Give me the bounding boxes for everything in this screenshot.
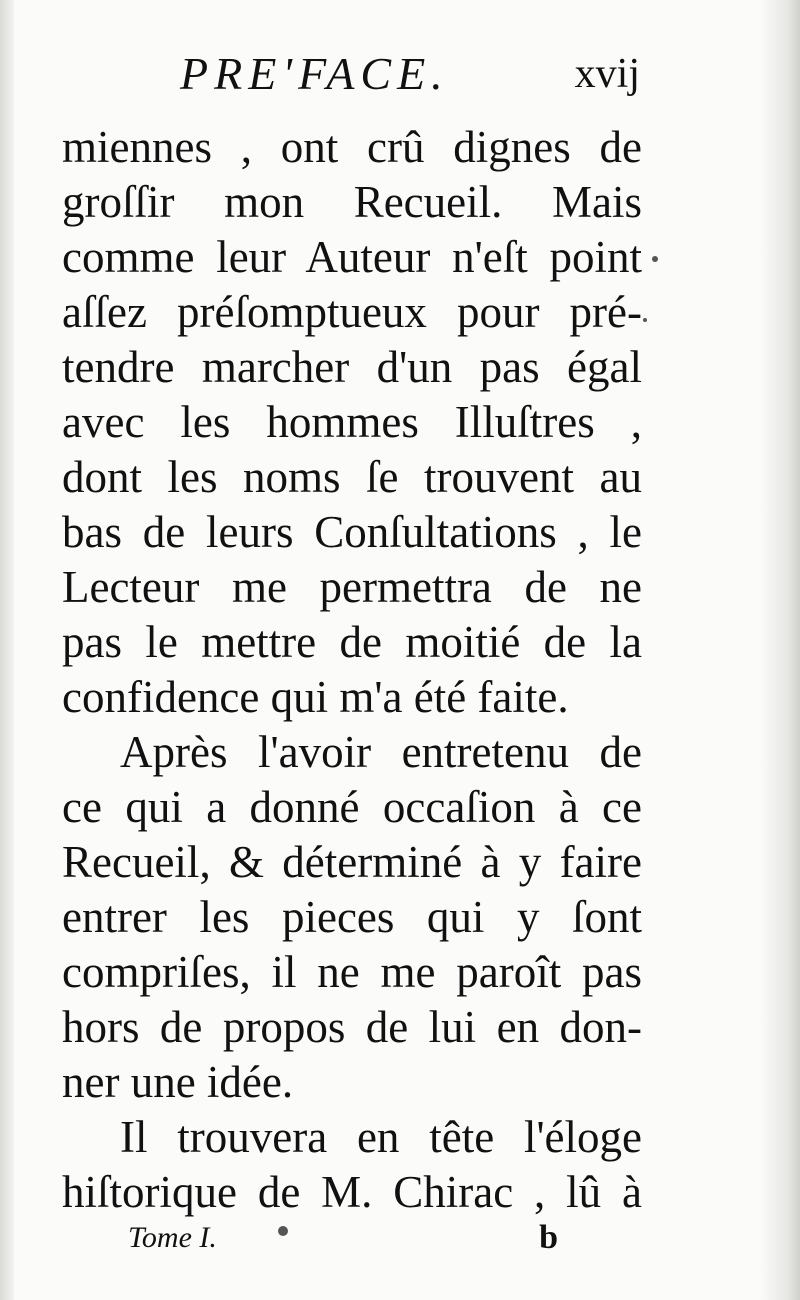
ink-speck (652, 256, 658, 262)
text-line: entrer les pieces qui y ſont (62, 892, 642, 942)
text-line: pas le mettre de moitié de la (62, 617, 642, 667)
text-line: Lecteur me permettra de ne (62, 562, 642, 612)
text-line: Recueil, & déterminé à y faire (62, 837, 642, 887)
paragraph-first-line: Après l'avoir entretenu de (120, 727, 642, 777)
page-edge-shadow (760, 0, 800, 1300)
running-title: PRE'FACE. (180, 48, 449, 99)
page-footer (128, 1218, 558, 1258)
text-line: tendre marcher d'un pas égal (62, 342, 642, 392)
text-line: hors de propos de lui en don- (62, 1002, 642, 1052)
page-number: xvij (574, 51, 640, 97)
text-line: compriſes, il ne me paroît pas (62, 947, 642, 997)
text-line: confidence qui m'a été faite. (62, 672, 569, 722)
ink-speck (643, 318, 647, 322)
text-line: ner une idée. (62, 1057, 294, 1107)
text-line: bas de leurs Conſultations , le (62, 507, 642, 557)
page-body (62, 120, 642, 1220)
text-line: aſſez préſomptueux pour pré- (62, 287, 642, 337)
volume-signature: Tome I. (128, 1221, 217, 1254)
gathering-signature: b (539, 1219, 558, 1256)
text-line: groſſir mon Recueil. Mais (62, 177, 642, 227)
page-gutter-shadow (0, 0, 14, 1300)
paragraph-first-line: Il trouvera en tête l'éloge (120, 1112, 642, 1162)
text-line: dont les noms ſe trouvent au (62, 452, 642, 502)
text-line: hiſtorique de M. Chirac , lû à (62, 1167, 642, 1217)
text-line: ce qui a donné occaſion à ce (62, 782, 642, 832)
text-line: comme leur Auteur n'eſt point (62, 232, 642, 282)
page-header (180, 44, 640, 104)
text-line: miennes , ont crû dignes de (62, 122, 642, 172)
text-line: avec les hommes Illuſtres , (62, 397, 642, 447)
ink-speck (278, 1226, 288, 1236)
